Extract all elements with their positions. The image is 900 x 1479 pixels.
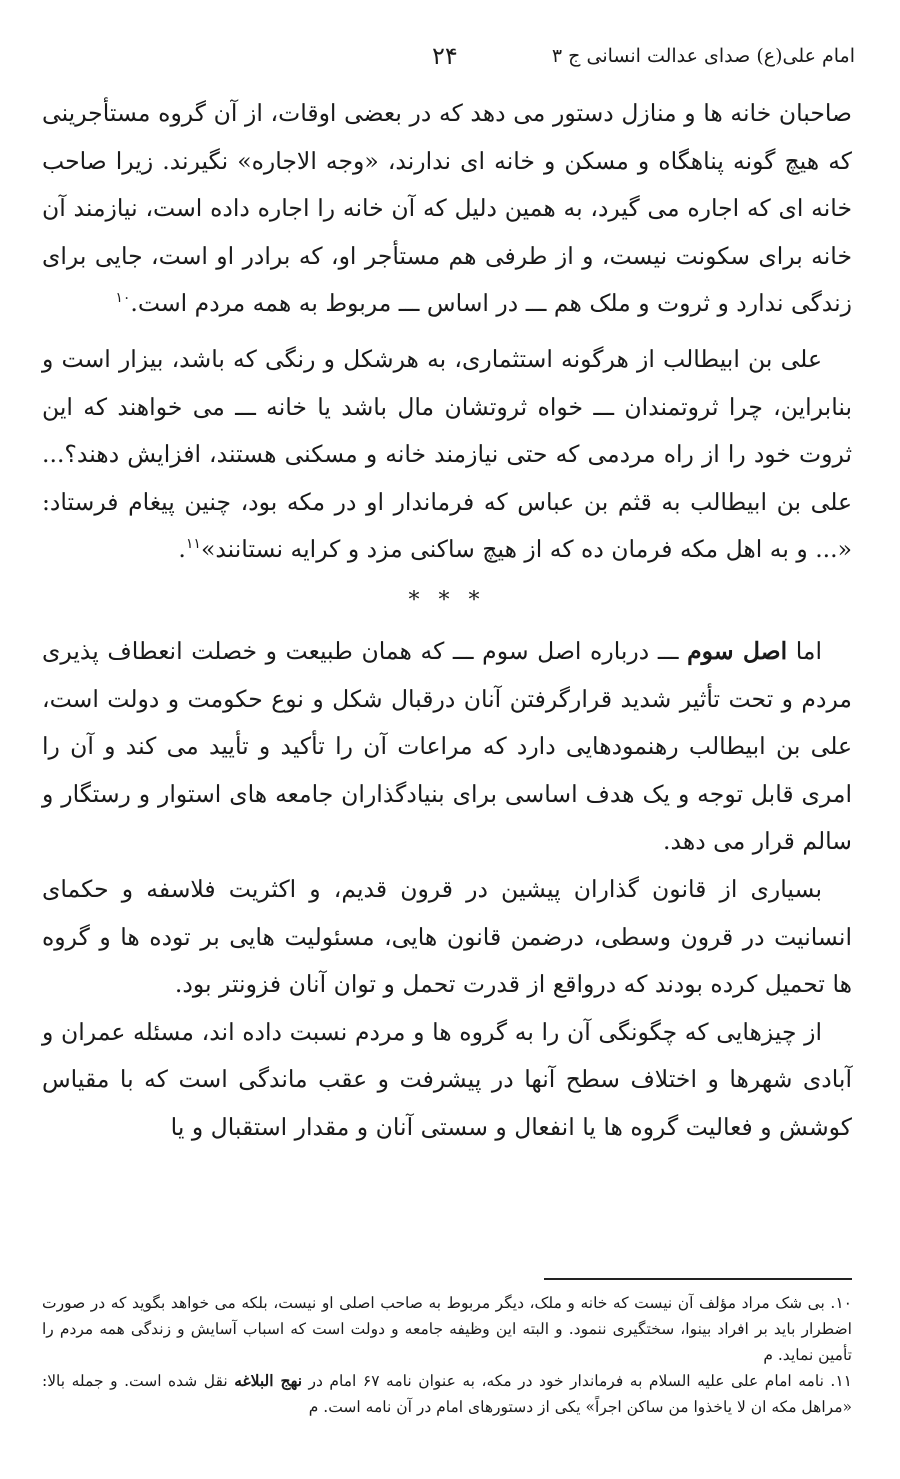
paragraph-3-emphasis: اصل سوم bbox=[687, 636, 788, 665]
paragraph-2 bbox=[42, 336, 852, 574]
footnote-11-text: نقل شده است. و جمله بالا: «مراهل مکه ان لا یاخذوا من ساکن اجراً» یکی از دستورهای امام در آن نامه است. م bbox=[42, 1372, 852, 1416]
main-text bbox=[42, 90, 852, 1151]
paragraph-3-start: اما bbox=[787, 636, 823, 665]
paragraph-3 bbox=[42, 628, 852, 866]
paragraph-4-text: بسیاری از قانون گذاران پیشین در قرون قدیم، و اکثریت فلاسفه و حکمای انسانیت در قرون وسطی، درضمن قانون هایی، مسئولیت هایی بر توده ها و گروه ها تحمیل کرده بودند که درواقع از قدرت تحمل و توان آنان فزونتر بود. bbox=[42, 874, 852, 999]
section-separator: * * * bbox=[408, 587, 486, 613]
footnote-11-book-title: نهج البلاغه bbox=[234, 1371, 303, 1390]
footnote-10: ۱۰. بی شک مراد مؤلف آن نیست که خانه و ملک، دیگر مربوط به صاحب اصلی او نیست، بلکه می خواهد بگوید که در صورت اضطرار باید بر افراد بینوا، سختگیری ننمود. و البته این وظیفه جامعه و دولت است که اسباب آسایش و زندگی همه مردم را تأمین نماید. م bbox=[42, 1294, 852, 1364]
paragraph-5 bbox=[42, 1009, 852, 1152]
page-number: ۲۴ bbox=[432, 42, 458, 70]
paragraph-1-text: صاحبان خانه ها و منازل دستور می دهد که در بعضی اوقات، از آن گروه مستأجرینی که هیچ گونه پناهگاه و مسکن و خانه ای ندارند، «وجه الاجاره» نگیرند. زیرا صاحب خانه ای که اجاره می گیرد، به همین دلیل که آن خانه را اجاره داده است، نیازمند آن خانه برای سکونت نیست، و از طرفی هم مستأجر او، که برادر او است، جایی برای زندگی ندارد و ثروت و ملک هم ـــ در اساس ـــ مربوط به همه مردم است. bbox=[42, 99, 852, 318]
page-header bbox=[40, 38, 855, 74]
book-title: امام علی(ع) صدای عدالت انسانی ج ۳ bbox=[551, 45, 855, 67]
footnote-11 bbox=[42, 1368, 852, 1420]
footnote-divider bbox=[544, 1278, 852, 1280]
paragraph-2-text: علی بن ابیطالب از هرگونه استثماری، به هرشکل و رنگی که باشد، بیزار است و بنابراین، چرا ثروتمندان ـــ خواه ثروتشان مال باشد یا خانه ـــ می خواهند که این ثروت خود را از راه مردمی که حتی نیازمند خانه و مسکنی هستند، افزایش دهند؟... علی بن ابیطالب به قثم بن عباس که فرماندار او در مکه بود، چنین پیغام فرستاد: «... و به اهل مکه فرمان ده که از هیچ ساکنی مزد و کرایه نستانند» bbox=[42, 344, 852, 564]
paragraph-3-text: ـــ درباره اصل سوم ـــ که همان طبیعت و خصلت انعطاف پذیری مردم و تحت تأثیر شدید قرارگرفتن آنان درقبال شکل و نوع حکومت و دولت است، علی بن ابیطالب رهنمودهایی دارد که مراعات آن را تأکید و تأیید می کند و آن را امری قابل توجه و یک هدف اساسی برای بنیادگذاران جامعه های استوار و رستگار و سالم قرار می دهد. bbox=[42, 636, 852, 856]
footnotes bbox=[42, 1290, 852, 1420]
footnote-ref-11: ۱۱ bbox=[185, 536, 201, 553]
paragraph-4 bbox=[42, 866, 852, 1009]
paragraph-2-end: . bbox=[178, 535, 186, 564]
footnote-ref-10: ۱۰ bbox=[115, 290, 131, 307]
paragraph-1 bbox=[42, 90, 852, 328]
paragraph-5-text: از چیزهایی که چگونگی آن را به گروه ها و مردم نسبت داده اند، مسئله عمران و آبادی شهرها و اختلاف سطح آنها در پیشرفت و عقب ماندگی است که با مقیاس کوشش و فعالیت گروه ها یا انفعال و سستی آنان و مقدار استقبال و یا bbox=[42, 1017, 852, 1141]
footnote-11-start: ۱۱. نامه امام علی علیه السلام به فرماندار خود در مکه، به عنوان نامه ۶۷ امام در bbox=[302, 1372, 852, 1390]
